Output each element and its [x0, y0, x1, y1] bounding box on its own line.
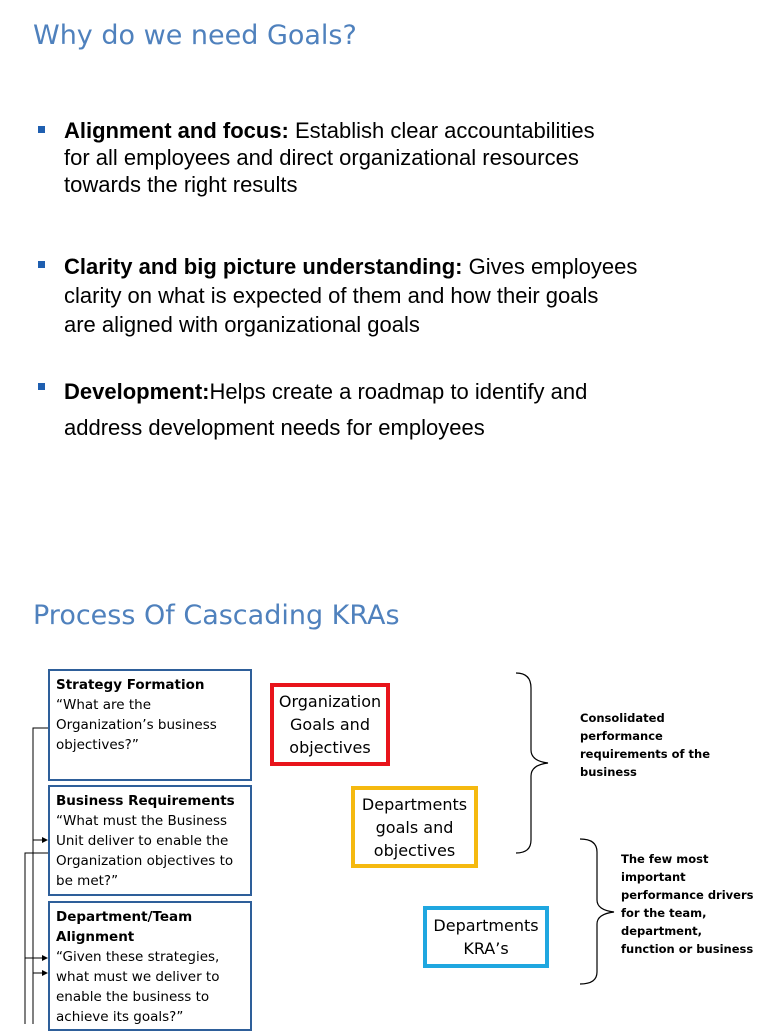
step-heading: Business Requirements: [56, 793, 235, 809]
step-heading: Department/Team Alignment: [56, 909, 193, 945]
connector-line: [33, 728, 48, 1024]
brace-icon: [580, 839, 614, 984]
step-business-requirements: [48, 785, 252, 896]
step-text: “Given these strategies, what must we deliver to enable the business to achieve its goals?”: [56, 949, 220, 1025]
bullet-heading: Clarity and big picture understanding:: [64, 254, 463, 279]
bullet-text: for all employees and direct organizational resources: [64, 145, 579, 170]
bullet-text: towards the right results: [64, 172, 298, 197]
bullet-text: address development needs for employees: [64, 415, 485, 440]
step-department-alignment: [48, 901, 252, 1031]
bullet-heading: Alignment and focus:: [64, 118, 289, 143]
level-label: Departments goals and objectives: [361, 794, 468, 860]
slide-title: Why do we need Goals?: [33, 20, 357, 51]
bullet-text: Gives employees: [462, 254, 638, 279]
bullet-text: Helps create a roadmap to identify and: [209, 379, 588, 404]
bullet-text: Establish clear accountabilities: [288, 118, 595, 143]
step-text: “What are the Organization’s business objectives?”: [56, 697, 217, 753]
bullet-text: clarity on what is expected of them and how their goals: [64, 283, 599, 308]
level-department-kras: [423, 906, 549, 968]
note-consolidated: Consolidated performance requirements of the business: [580, 711, 711, 779]
level-department-goals: [351, 786, 478, 868]
bullet-text: are aligned with organizational goals: [64, 312, 420, 337]
connector-line: [25, 853, 48, 1024]
step-strategy-formation: [48, 669, 252, 781]
slide-title: Process Of Cascading KRAs: [33, 600, 400, 631]
step-heading: Strategy Formation: [56, 677, 205, 693]
level-label: Departments KRA’s: [433, 916, 539, 958]
step-text: “What must the Business Unit deliver to enable the Organization objectives to be met?”: [56, 813, 234, 889]
level-organization-goals: [270, 683, 390, 766]
note-few-most-important: The few most important performance drivers for the team, department, function or business: [621, 852, 754, 956]
level-label: Organization Goals and objectives: [278, 692, 382, 757]
bullet-heading: Development:: [64, 379, 210, 404]
brace-icon: [516, 673, 548, 853]
